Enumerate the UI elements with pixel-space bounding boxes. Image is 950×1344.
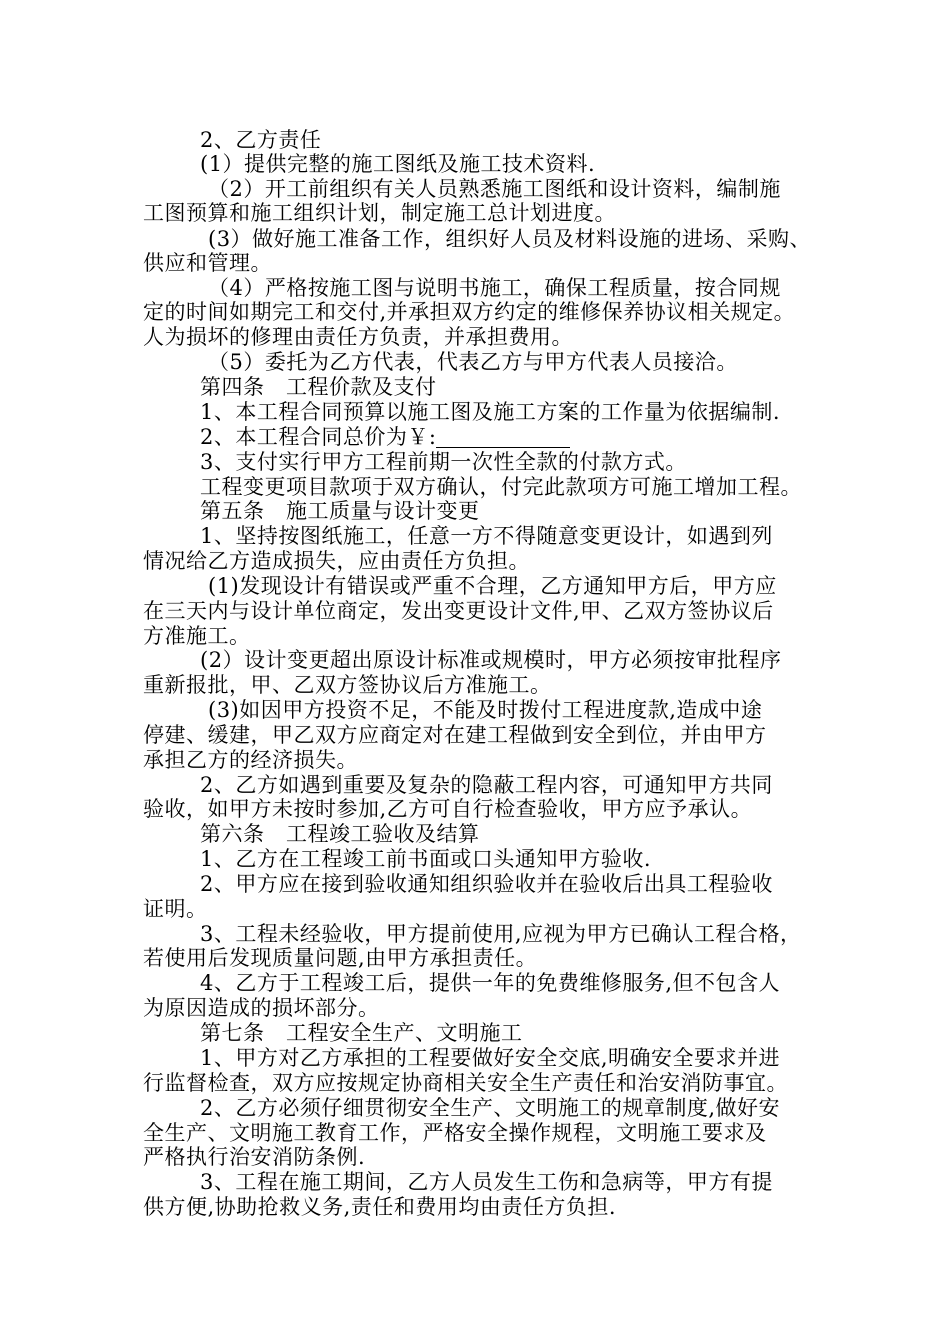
text-line [200, 425, 570, 449]
text-line: 证明。 [143, 897, 208, 921]
text-line: 3、工程在施工期间，乙方人员发生工伤和急病等，甲方有提 [200, 1170, 773, 1194]
text-line: (1)发现设计有错误或严重不合理，乙方通知甲方后，甲方应 [208, 574, 777, 598]
text-line: （4）严格按施工图与说明书施工，确保工程质量，按合同规 [208, 276, 781, 300]
text-line: 工程变更项目款项于双方确认，付完此款项方可施工增加工程。 [200, 475, 802, 499]
text-line: 全生产、文明施工教育工作，严格安全操作规程，文明施工要求及 [143, 1121, 767, 1145]
text-line: 承担乙方的经济损失。 [143, 748, 358, 772]
text-line: （2）开工前组织有关人员熟悉施工图纸和设计资料，编制施 [208, 177, 781, 201]
contract-price-label: 2、本工程合同总价为￥: [200, 425, 437, 449]
text-line: 3、支付实行甲方工程前期一次性全款的付款方式。 [200, 450, 687, 474]
text-line: 1、坚持按图纸施工，任意一方不得随意变更设计，如遇到列 [200, 524, 773, 548]
text-line: 1、本工程合同预算以施工图及施工方案的工作量为依据编制. [200, 400, 781, 424]
text-line: 为原因造成的损坏部分。 [143, 996, 380, 1020]
section-heading: 第六条 工程竣工验收及结算 [200, 822, 480, 846]
section-heading: 第五条 施工质量与设计变更 [200, 499, 480, 523]
text-line: (3)如因甲方投资不足，不能及时拨付工程进度款,造成中途 [208, 698, 763, 722]
section-heading: 第四条 工程价款及支付 [200, 375, 437, 399]
text-line: 停建、缓建，甲乙双方应商定对在建工程做到安全到位，并由甲方 [143, 723, 767, 747]
text-line: 供应和管理。 [143, 251, 272, 275]
text-line: 方准施工。 [143, 624, 251, 648]
text-line: (2）设计变更超出原设计标准或规模时，甲方必须按审批程序 [200, 648, 782, 672]
text-line: 严格执行治安消防条例. [143, 1145, 366, 1169]
text-line: 3、工程未经验收，甲方提前使用,应视为甲方已确认工程合格， [200, 922, 802, 946]
text-line: 4、乙方于工程竣工后，提供一年的免费维修服务,但不包含人 [200, 971, 781, 995]
text-line: 2、乙方必须仔细贯彻安全生产、文明施工的规章制度,做好安 [200, 1096, 781, 1120]
text-line: 定的时间如期完工和交付,并承担双方约定的维修保养协议相关规定。 [143, 300, 796, 324]
text-line: 人为损坏的修理由责任方负责，并承担费用。 [143, 325, 573, 349]
text-line: (1）提供完整的施工图纸及施工技术资料. [200, 152, 596, 176]
text-line: 2、甲方应在接到验收通知组织验收并在验收后出具工程验收 [200, 872, 773, 896]
text-line: 2、乙方责任 [200, 128, 322, 152]
text-line: 1、乙方在工程竣工前书面或口头通知甲方验收. [200, 847, 652, 871]
section-heading: 第七条 工程安全生产、文明施工 [200, 1021, 523, 1045]
text-line: 工图预算和施工组织计划，制定施工总计划进度。 [143, 201, 616, 225]
text-line: 在三天内与设计单位商定，发出变更设计文件,甲、乙双方签协议后 [143, 599, 774, 623]
text-line: 验收，如甲方未按时参加,乙方可自行检查验收，甲方应予承认。 [143, 797, 753, 821]
text-line: (3）做好施工准备工作，组织好人员及材料设施的进场、采购、 [208, 227, 812, 251]
text-line: 重新报批，甲、乙双方签协议后方准施工。 [143, 673, 552, 697]
text-line: 情况给乙方造成损失，应由责任方负担。 [143, 549, 530, 573]
text-line: 供方便,协助抢救义务,责任和费用均由责任方负担. [143, 1195, 617, 1219]
text-line: 2、乙方如遇到重要及复杂的隐蔽工程内容，可通知甲方共同 [200, 773, 773, 797]
text-line: （5）委托为乙方代表，代表乙方与甲方代表人员接洽。 [208, 350, 738, 374]
text-line: 行监督检查，双方应按规定协商相关安全生产责任和治安消防事宜。 [143, 1071, 788, 1095]
text-line: 1、甲方对乙方承担的工程要做好安全交底,明确安全要求并进 [200, 1046, 781, 1070]
contract-price-blank [436, 427, 570, 448]
text-line: 若使用后发现质量问题,由甲方承担责任。 [143, 946, 538, 970]
